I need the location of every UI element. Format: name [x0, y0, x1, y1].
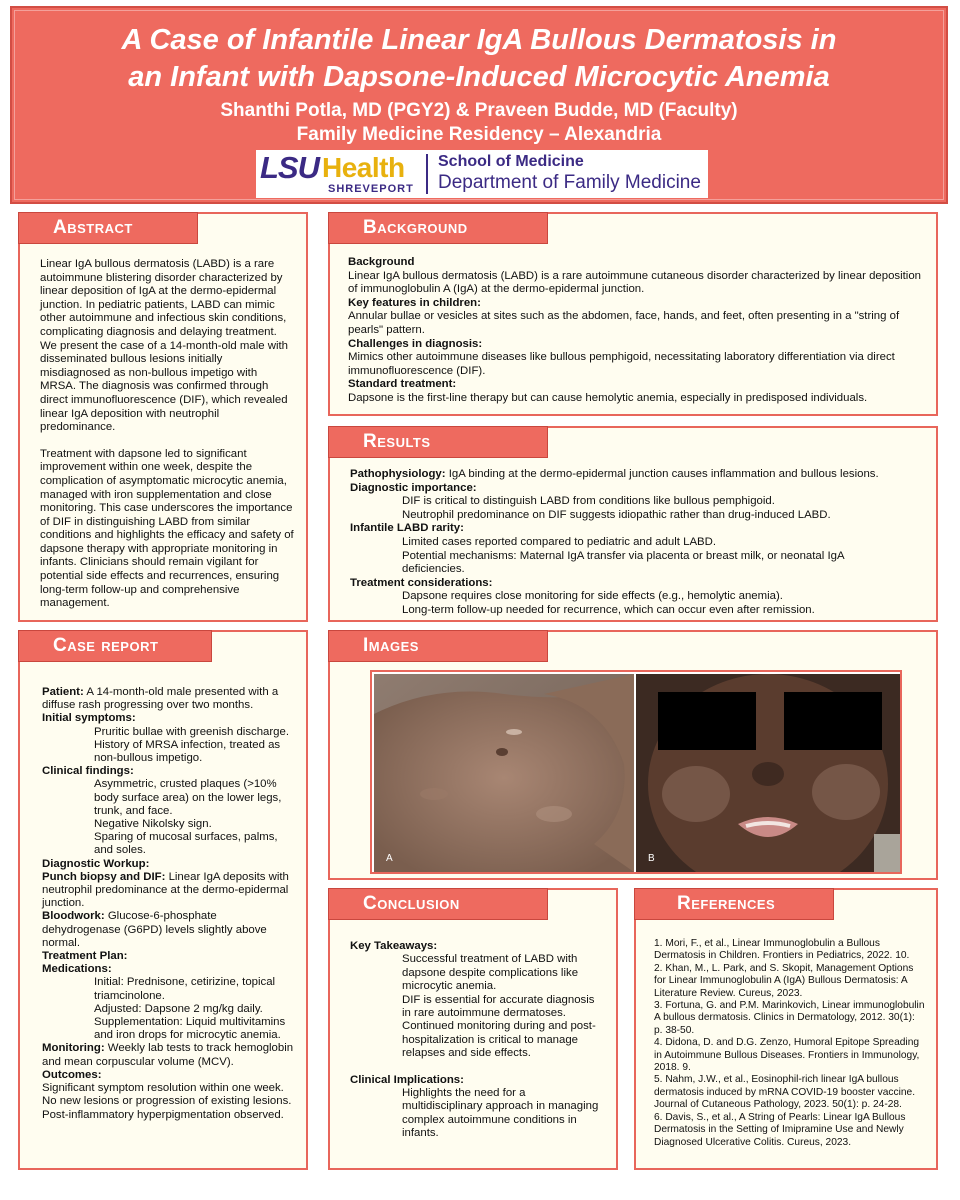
- case-biopsy-label: Punch biopsy and DIF:: [42, 870, 166, 883]
- conclusion-key-label: Key Takeaways:: [350, 940, 438, 952]
- results-heading: Results: [328, 426, 548, 458]
- reference-item: 4. Didona, D. and D.G. Zenzo, Humoral Epitope Spreading in Autoimmune Bullous Diseases. Frontiers in Immunology, 2018. 9.: [654, 1037, 920, 1074]
- results-panel: [328, 426, 938, 622]
- results-patho-text: IgA binding at the dermo-epidermal junction causes inflammation and bullous lesions.: [445, 468, 879, 480]
- background-subheading-2: Key features in children:: [348, 296, 481, 309]
- conclusion-heading: Conclusion: [328, 888, 548, 920]
- references-list: [654, 938, 926, 1149]
- case-report-panel: [18, 630, 308, 1170]
- conclusion-key-2: DIF is essential for accurate diagnosis in rare autoimmune dermatoses.: [402, 993, 595, 1020]
- case-outcome-3: Post-inflammatory hyperpigmentation observed.: [42, 1108, 284, 1121]
- case-workup-label: Diagnostic Workup:: [42, 857, 150, 870]
- background-text-2: Annular bullae or vesicles at sites such as the abdomen, face, hands, and feet, often presenting in a "string of pearls" pattern.: [348, 310, 900, 336]
- conclusion-key-1: Successful treatment of LABD with dapsone despite complications like microcytic anemia.: [402, 953, 579, 993]
- photo-a-label: A: [386, 853, 393, 864]
- conclusion-clin-label: Clinical Implications:: [350, 1073, 464, 1086]
- poster-header: [10, 6, 948, 204]
- clinical-photo-b: [636, 674, 900, 872]
- conclusion-clin-1: Highlights the need for a multidisciplinary approach in managing complex autoimmune conditions in infants.: [402, 1087, 599, 1140]
- results-rarity-item-1: Limited cases reported compared to pediatric and adult LABD.: [402, 535, 717, 548]
- abstract-paragraph-1: Linear IgA bullous dermatosis (LABD) is a rare autoimmune blistering disorder characterized by linear deposition of IgA at the dermo-epidermal junction. In pediatric patients, LABD can mimic other autoimmune and infectious skin conditions, complicating diagnosis and delaying treatment. We present the case of a 14-month-old male with disseminated bullous lesions initially misdiagnosed as non-bullous impetigo with MRSA. The diagnosis was confirmed through direct immunofluorescence (DIF), which revealed linear IgA deposition with neutrophil predominance.: [40, 258, 288, 434]
- results-body: [350, 468, 910, 618]
- clinical-photo-a: [374, 674, 634, 872]
- abstract-paragraph-2: Treatment with dapsone led to significant improvement within one week, despite the complication of asymptomatic microcytic anemia, managed with iron supplementation and close monitoring. This case underscores the importance of DIF in distinguishing LABD from similar conditions and highlights the efficacy and safety of dapsone therapy with appropriate monitoring in infants. Clinicians should remain vigilant for potential side effects and recurrences, ensuring long-term follow-up and comprehensive management.: [40, 447, 294, 610]
- images-heading: Images: [328, 630, 548, 662]
- reference-item: 5. Nahm, J.W., et al., Eosinophil-rich linear IgA bullous dermatosis induced by mRNA COVID-19 booster vaccine. Journal of Cutaneous Pathology, 2023. 50(1): p. 24-28.: [654, 1074, 916, 1111]
- background-text-4: Dapsone is the first-line therapy but can cause hemolytic anemia, especially in predisposed individuals.: [348, 391, 868, 404]
- case-blood-label: Bloodwork:: [42, 910, 105, 923]
- results-treat-label: Treatment considerations:: [350, 576, 493, 589]
- logo-department: Department of Family Medicine: [438, 172, 701, 193]
- case-plan-label: Treatment Plan:: [42, 950, 128, 963]
- poster-title: [12, 22, 946, 96]
- photo-b-label: B: [648, 853, 655, 864]
- case-outcome-1: Significant symptom resolution within one week.: [42, 1082, 284, 1095]
- conclusion-key-3: Continued monitoring during and post-hospitalization is critical to manage relapses and side effects.: [402, 1020, 596, 1060]
- reference-item: 2. Khan, M., L. Park, and S. Skopit, Management Options for Linear Immunoglobulin A (IgA) Bullous Dermatosis: A Literature Review. Cureus, 2023.: [654, 962, 914, 999]
- reference-item: 6. Davis, S., et al., A String of Pearls: Linear IgA Bullous Dermatosis in the Setting of Imipramine Use and Newly Diagnosed Ulcerative Colitis. Cureus, 2023.: [654, 1111, 906, 1148]
- conclusion-body: [350, 940, 600, 1141]
- title-line-1: A Case of Infantile Linear IgA Bullous Dermatosis in: [121, 24, 837, 56]
- case-blood-text: Glucose-6-phosphate dehydrogenase (G6PD) levels slightly above normal.: [42, 910, 267, 949]
- case-meds-label: Medications:: [42, 963, 112, 976]
- case-finding-3: Sparing of mucosal surfaces, palms, and soles.: [94, 831, 278, 857]
- abstract-heading: Abstract: [18, 212, 198, 244]
- case-monitor-label: Monitoring:: [42, 1042, 105, 1055]
- references-panel: [634, 888, 938, 1170]
- conclusion-panel: [328, 888, 618, 1170]
- lsu-health-logo: [256, 150, 708, 198]
- case-symptom-2: History of MRSA infection, treated as non-bullous impetigo.: [94, 738, 281, 765]
- title-line-2: an Infant with Dapsone-Induced Microcytic Anemia: [128, 61, 830, 93]
- results-diag-item-2: Neutrophil predominance on DIF suggests idiopathic rather than drug-induced LABD.: [402, 508, 831, 521]
- clinical-photos: [370, 670, 902, 874]
- abstract-body: [40, 258, 295, 611]
- case-med-2: Adjusted: Dapsone 2 mg/kg daily.: [94, 1002, 263, 1015]
- case-report-heading: Case report: [18, 630, 212, 662]
- case-biopsy-text: Linear IgA deposits with neutrophil predominance at the dermo-epidermal junction.: [42, 870, 289, 910]
- case-findings-label: Clinical findings:: [42, 765, 134, 778]
- institution: Family Medicine Residency – Alexandria: [296, 124, 662, 145]
- results-treat-item-1: Dapsone requires close monitoring for side effects (e.g., hemolytic anemia).: [402, 590, 783, 603]
- results-rarity-label: Infantile LABD rarity:: [350, 522, 464, 535]
- logo-school: School of Medicine: [438, 153, 584, 170]
- background-subheading-1: Background: [348, 256, 415, 268]
- results-diag-label: Diagnostic importance:: [350, 481, 477, 494]
- results-treat-item-2: Long-term follow-up needed for recurrence, which can occur even after remission.: [402, 603, 815, 616]
- lsu-health-wordmark: [256, 150, 416, 198]
- background-subheading-3: Challenges in diagnosis:: [348, 337, 483, 350]
- results-diag-item-1: DIF is critical to distinguish LABD from conditions like bullous pemphigoid.: [402, 495, 775, 508]
- case-med-3: Supplementation: Liquid multivitamins and iron drops for microcytic anemia.: [94, 1016, 286, 1042]
- background-text-1: Linear IgA bullous dermatosis (LABD) is a rare autoimmune cutaneous disorder characterized by linear deposition of immunoglobulin A (IgA) at the dermo-epidermal junction.: [348, 269, 921, 296]
- background-heading: Background: [328, 212, 548, 244]
- case-finding-1: Asymmetric, crusted plaques (>10% body surface area) on the lower legs, trunk, and face.: [94, 778, 282, 817]
- case-finding-2: Negative Nikolsky sign.: [94, 818, 212, 831]
- case-outcomes-label: Outcomes:: [42, 1068, 102, 1081]
- abstract-panel: [18, 212, 308, 622]
- logo-shreveport: SHREVEPORT: [328, 183, 414, 195]
- background-subheading-4: Standard treatment:: [348, 378, 457, 391]
- background-body: [348, 256, 928, 406]
- case-patient-text: A 14-month-old male presented with a diffuse rash progressing over two months.: [42, 686, 279, 712]
- authors: Shanthi Potla, MD (PGY2) & Praveen Budde, MD (Faculty): [220, 100, 738, 121]
- case-symptom-1: Pruritic bullae with greenish discharge.: [94, 725, 290, 738]
- case-monitor-text: Weekly lab tests to track hemoglobin and mean corpuscular volume (MCV).: [42, 1042, 294, 1068]
- case-patient-label: Patient:: [42, 686, 84, 698]
- background-panel: [328, 212, 938, 416]
- case-symptoms-label: Initial symptoms:: [42, 712, 136, 725]
- reference-item: 1. Mori, F., et al., Linear Immunoglobulin a Bullous Dermatosis in Children. Frontiers in Pediatrics, 2022. 10.: [654, 938, 910, 962]
- reference-item: 3. Fortuna, G. and P.M. Marinkovich, Linear immunoglobulin A bullous dermatosis. Clinics in Dermatology, 2012. 30(1): p. 38-50.: [654, 1000, 925, 1036]
- references-heading: References: [634, 888, 834, 920]
- background-text-3: Mimics other autoimmune diseases like bullous pemphigoid, necessitating laboratory differentiation via direct immunofluorescence (DIF).: [348, 351, 895, 377]
- logo-divider: [426, 154, 428, 194]
- case-report-body: [42, 686, 294, 1122]
- case-med-1: Initial: Prednisone, cetirizine, topical triamcinolone.: [94, 976, 276, 1002]
- case-outcome-2: No new lesions or progression of existing lesions.: [42, 1095, 292, 1108]
- results-rarity-item-2: Potential mechanisms: Maternal IgA transfer via placenta or breast milk, or neonatal IgA deficiencies.: [402, 549, 844, 576]
- logo-health: Health: [322, 152, 405, 183]
- logo-text: [438, 153, 701, 195]
- results-patho-label: Pathophysiology:: [350, 468, 446, 480]
- logo-lsu: LSU: [260, 150, 319, 185]
